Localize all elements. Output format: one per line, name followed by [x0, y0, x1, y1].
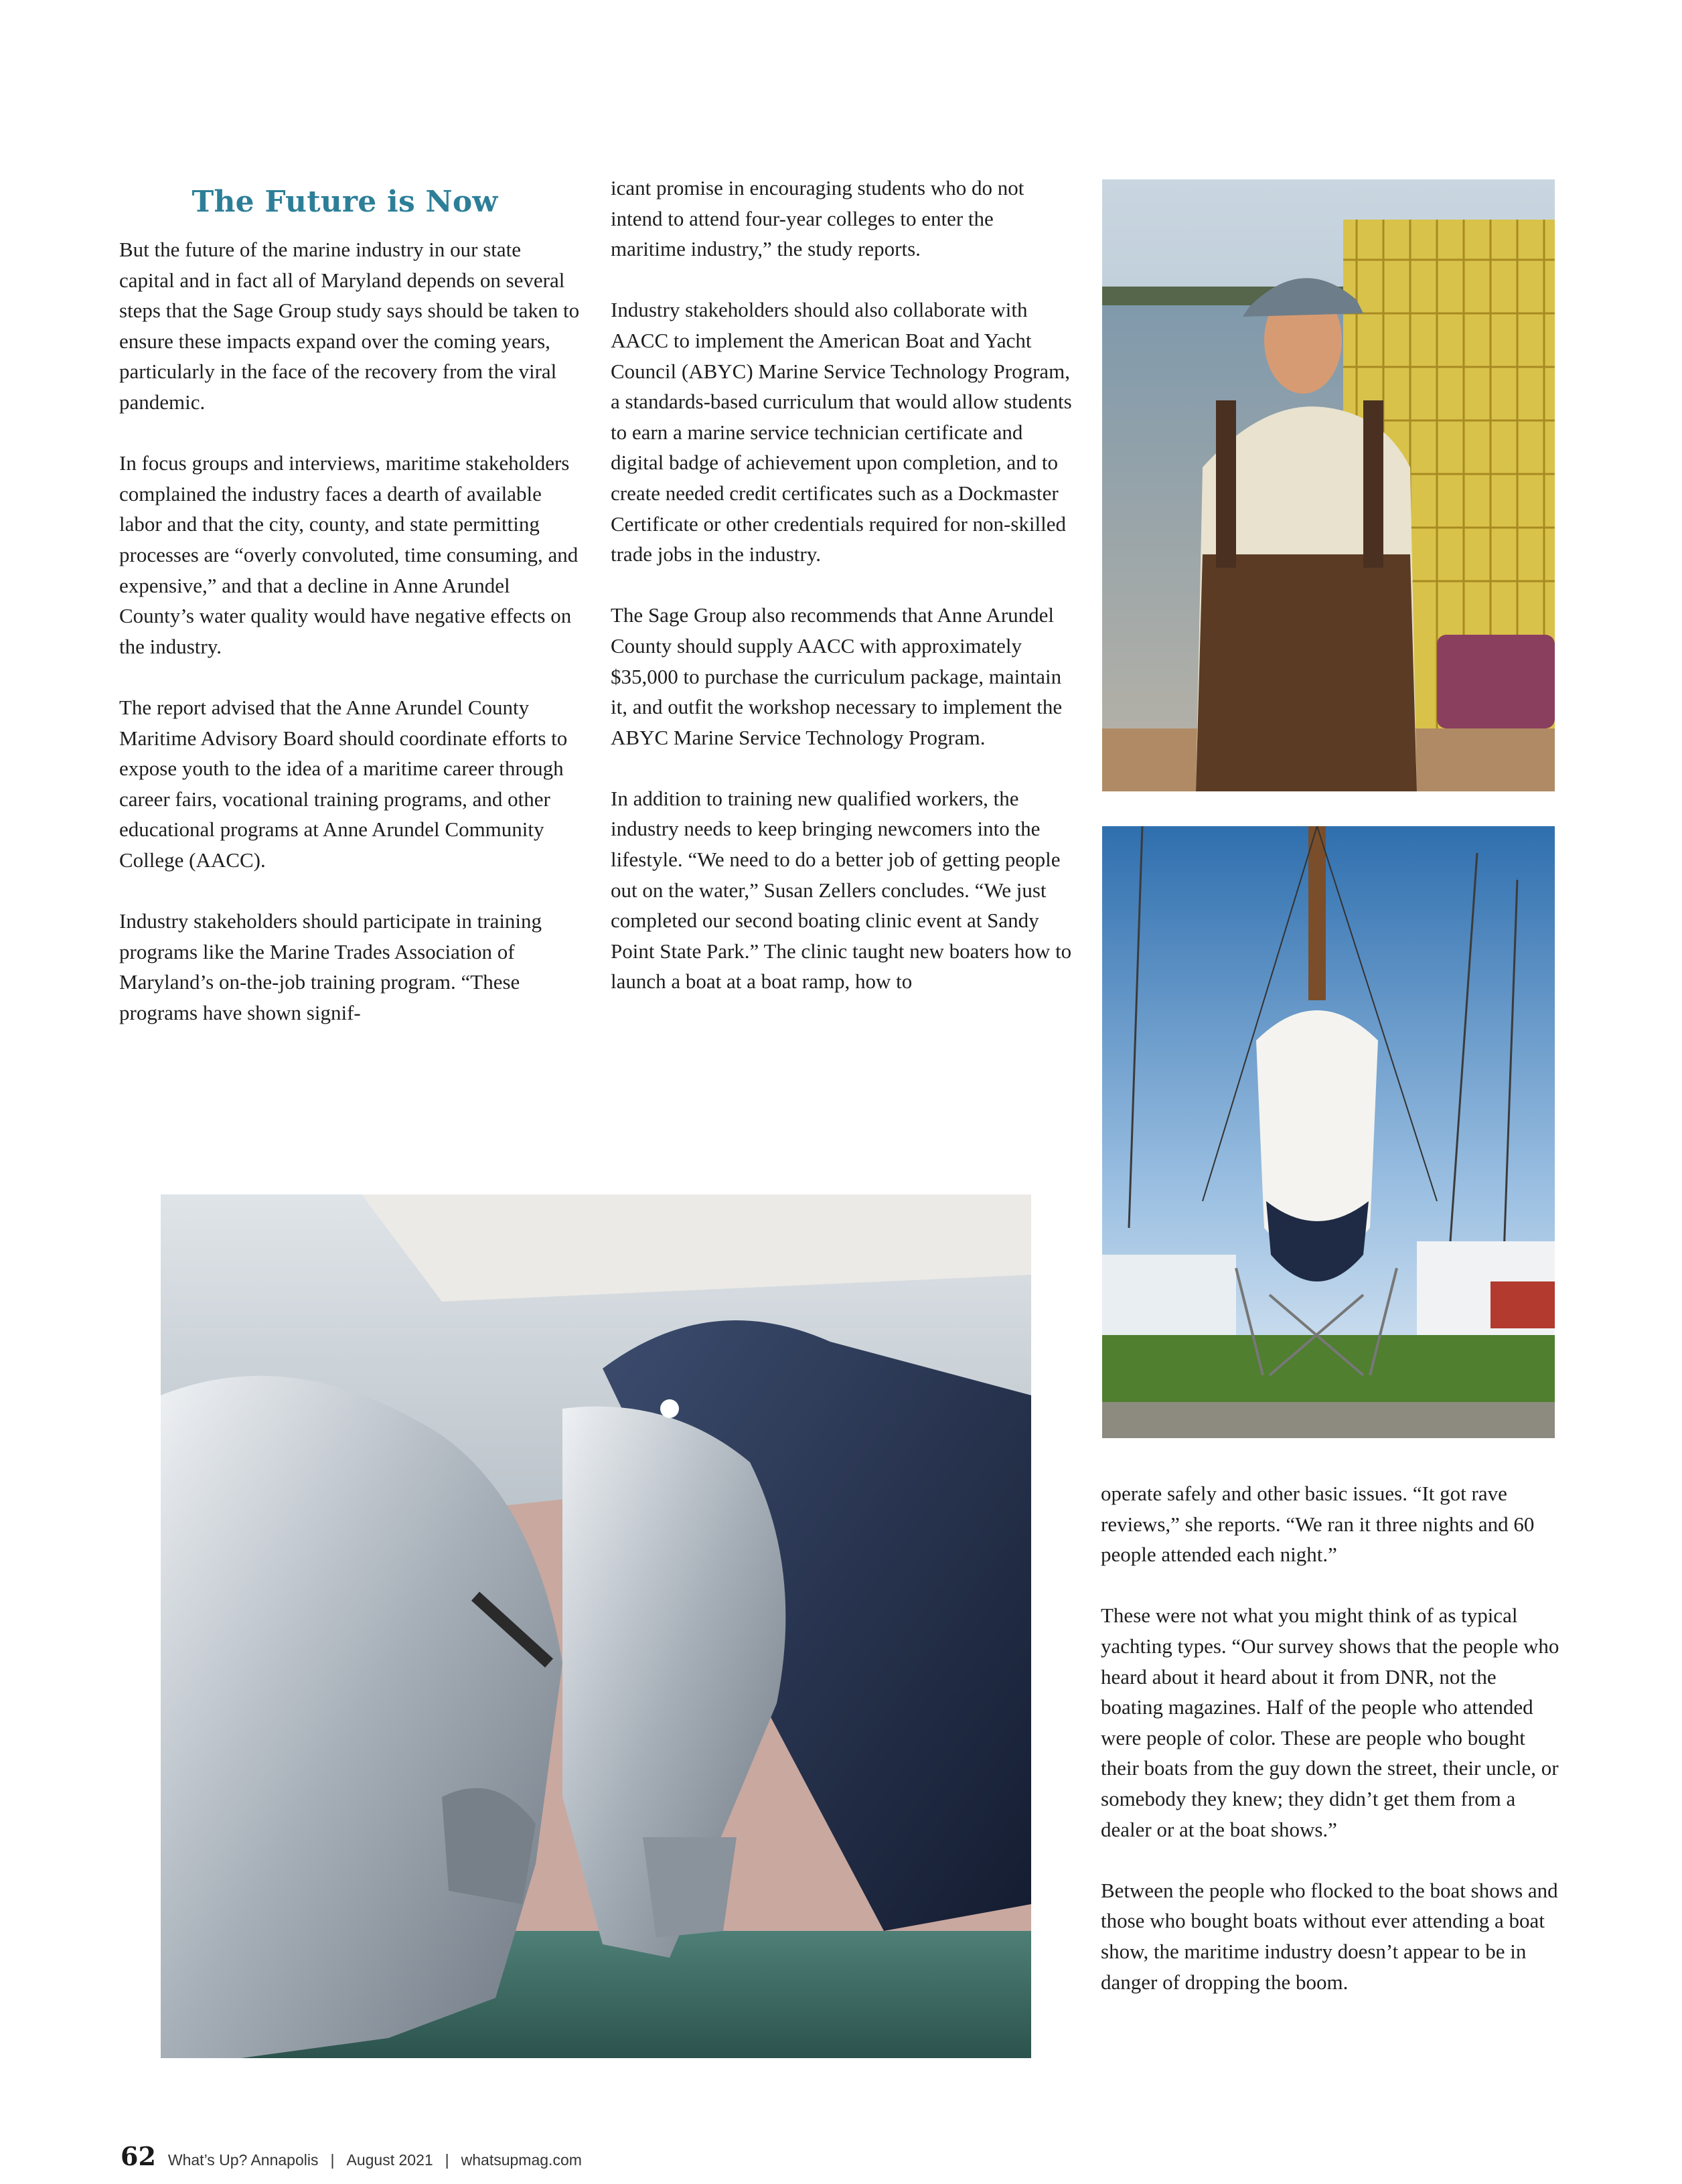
paragraph: In focus groups and interviews, maritime stakeholders complained the industry faces a dearth of available labor and that the city, county, and state permitting processes are “overly convoluted, time consuming, and expensive,” and that a decline in Anne Arundel County’s water quality would have negative effects on the industry. [119, 451, 579, 658]
paragraph: Industry stakeholders should participate in training programs like the Marine Trades Association of Maryland’s on-the-job training program. “These programs have shown signif- [119, 909, 542, 1024]
page-number: 62 [121, 2141, 156, 2171]
publication-name: What’s Up? Annapolis [167, 2151, 319, 2169]
issue-date: August 2021 [346, 2151, 433, 2169]
paragraph: But the future of the marine industry in our state capital and in fact all of Maryland depends on several steps that the Sage Group study says should be taken to ensure these impacts expand over the coming years, particularly in the face of the recovery from the viral pandemic. [119, 238, 580, 414]
middle-text-column [611, 173, 1073, 997]
left-text-column [119, 234, 581, 1028]
paragraph: In addition to training new qualified workers, the industry needs to keep bringing newcomers into the lifestyle. “We need to do a better job of getting people out on the water,” Susan Zellers concludes. “We just completed our second boating clinic event at Sandy Point State Park.” The clinic taught new boaters how to launch a boat at a boat ramp, how to [611, 786, 1072, 994]
paragraph: The Sage Group also recommends that Anne Arundel County should supply AACC with approximately $35,000 to purchase the curriculum package, maintain it, and outfit the workshop necessary to implement the ABYC Marine Service Technology Program. [611, 603, 1063, 749]
paragraph: icant promise in encouraging students who do not intend to attend four-year colleges to enter the maritime industry,” the study reports. [611, 176, 1024, 261]
outboard-motors-photo [161, 1194, 1031, 2058]
paragraph: These were not what you might think of as typical yachting types. “Our survey shows that the people who heard about it heard about it from DNR, not the boating magazines. Half of the people who attended were people of color. These are people who bought their boats from the guy down the street, their uncle, or somebody they knew; they didn’t get them from a dealer or at the boat shows.” [1101, 1604, 1559, 1841]
right-text-column [1101, 1478, 1563, 1997]
footer-separator: | [330, 2151, 335, 2169]
sailboat-photo [1102, 826, 1555, 1438]
paragraph: Industry stakeholders should also collaborate with AACC to implement the American Boat and Yacht Council (ABYC) Marine Service Technology Program, a standards-based curriculum that would allow students to earn a marine service technician certificate and digital badge of achievement upon completion, and to create needed credit certificates such as a Dockmaster Certificate or other credentials required for non-skilled trade jobs in the industry. [611, 298, 1072, 566]
paragraph: operate safely and other basic issues. “It got rave reviews,” she reports. “We ran it three nights and 60 people attended each night.” [1101, 1482, 1535, 1567]
paragraph: Between the people who flocked to the boat shows and those who bought boats without ever attending a boat show, the maritime industry doesn’t appear to be in danger of dropping the boom. [1101, 1878, 1558, 1994]
fisherman-photo [1102, 179, 1555, 791]
page-footer [121, 2141, 582, 2175]
footer-separator: | [445, 2151, 449, 2169]
paragraph: The report advised that the Anne Arundel County Maritime Advisory Board should coordinate efforts to expose youth to the idea of a maritime career through career fairs, vocational training programs, and other educational programs at Anne Arundel Community College (AACC). [119, 695, 568, 872]
article-headline: The Future is Now [192, 185, 498, 219]
website-link[interactable]: whatsupmag.com [461, 2151, 582, 2169]
